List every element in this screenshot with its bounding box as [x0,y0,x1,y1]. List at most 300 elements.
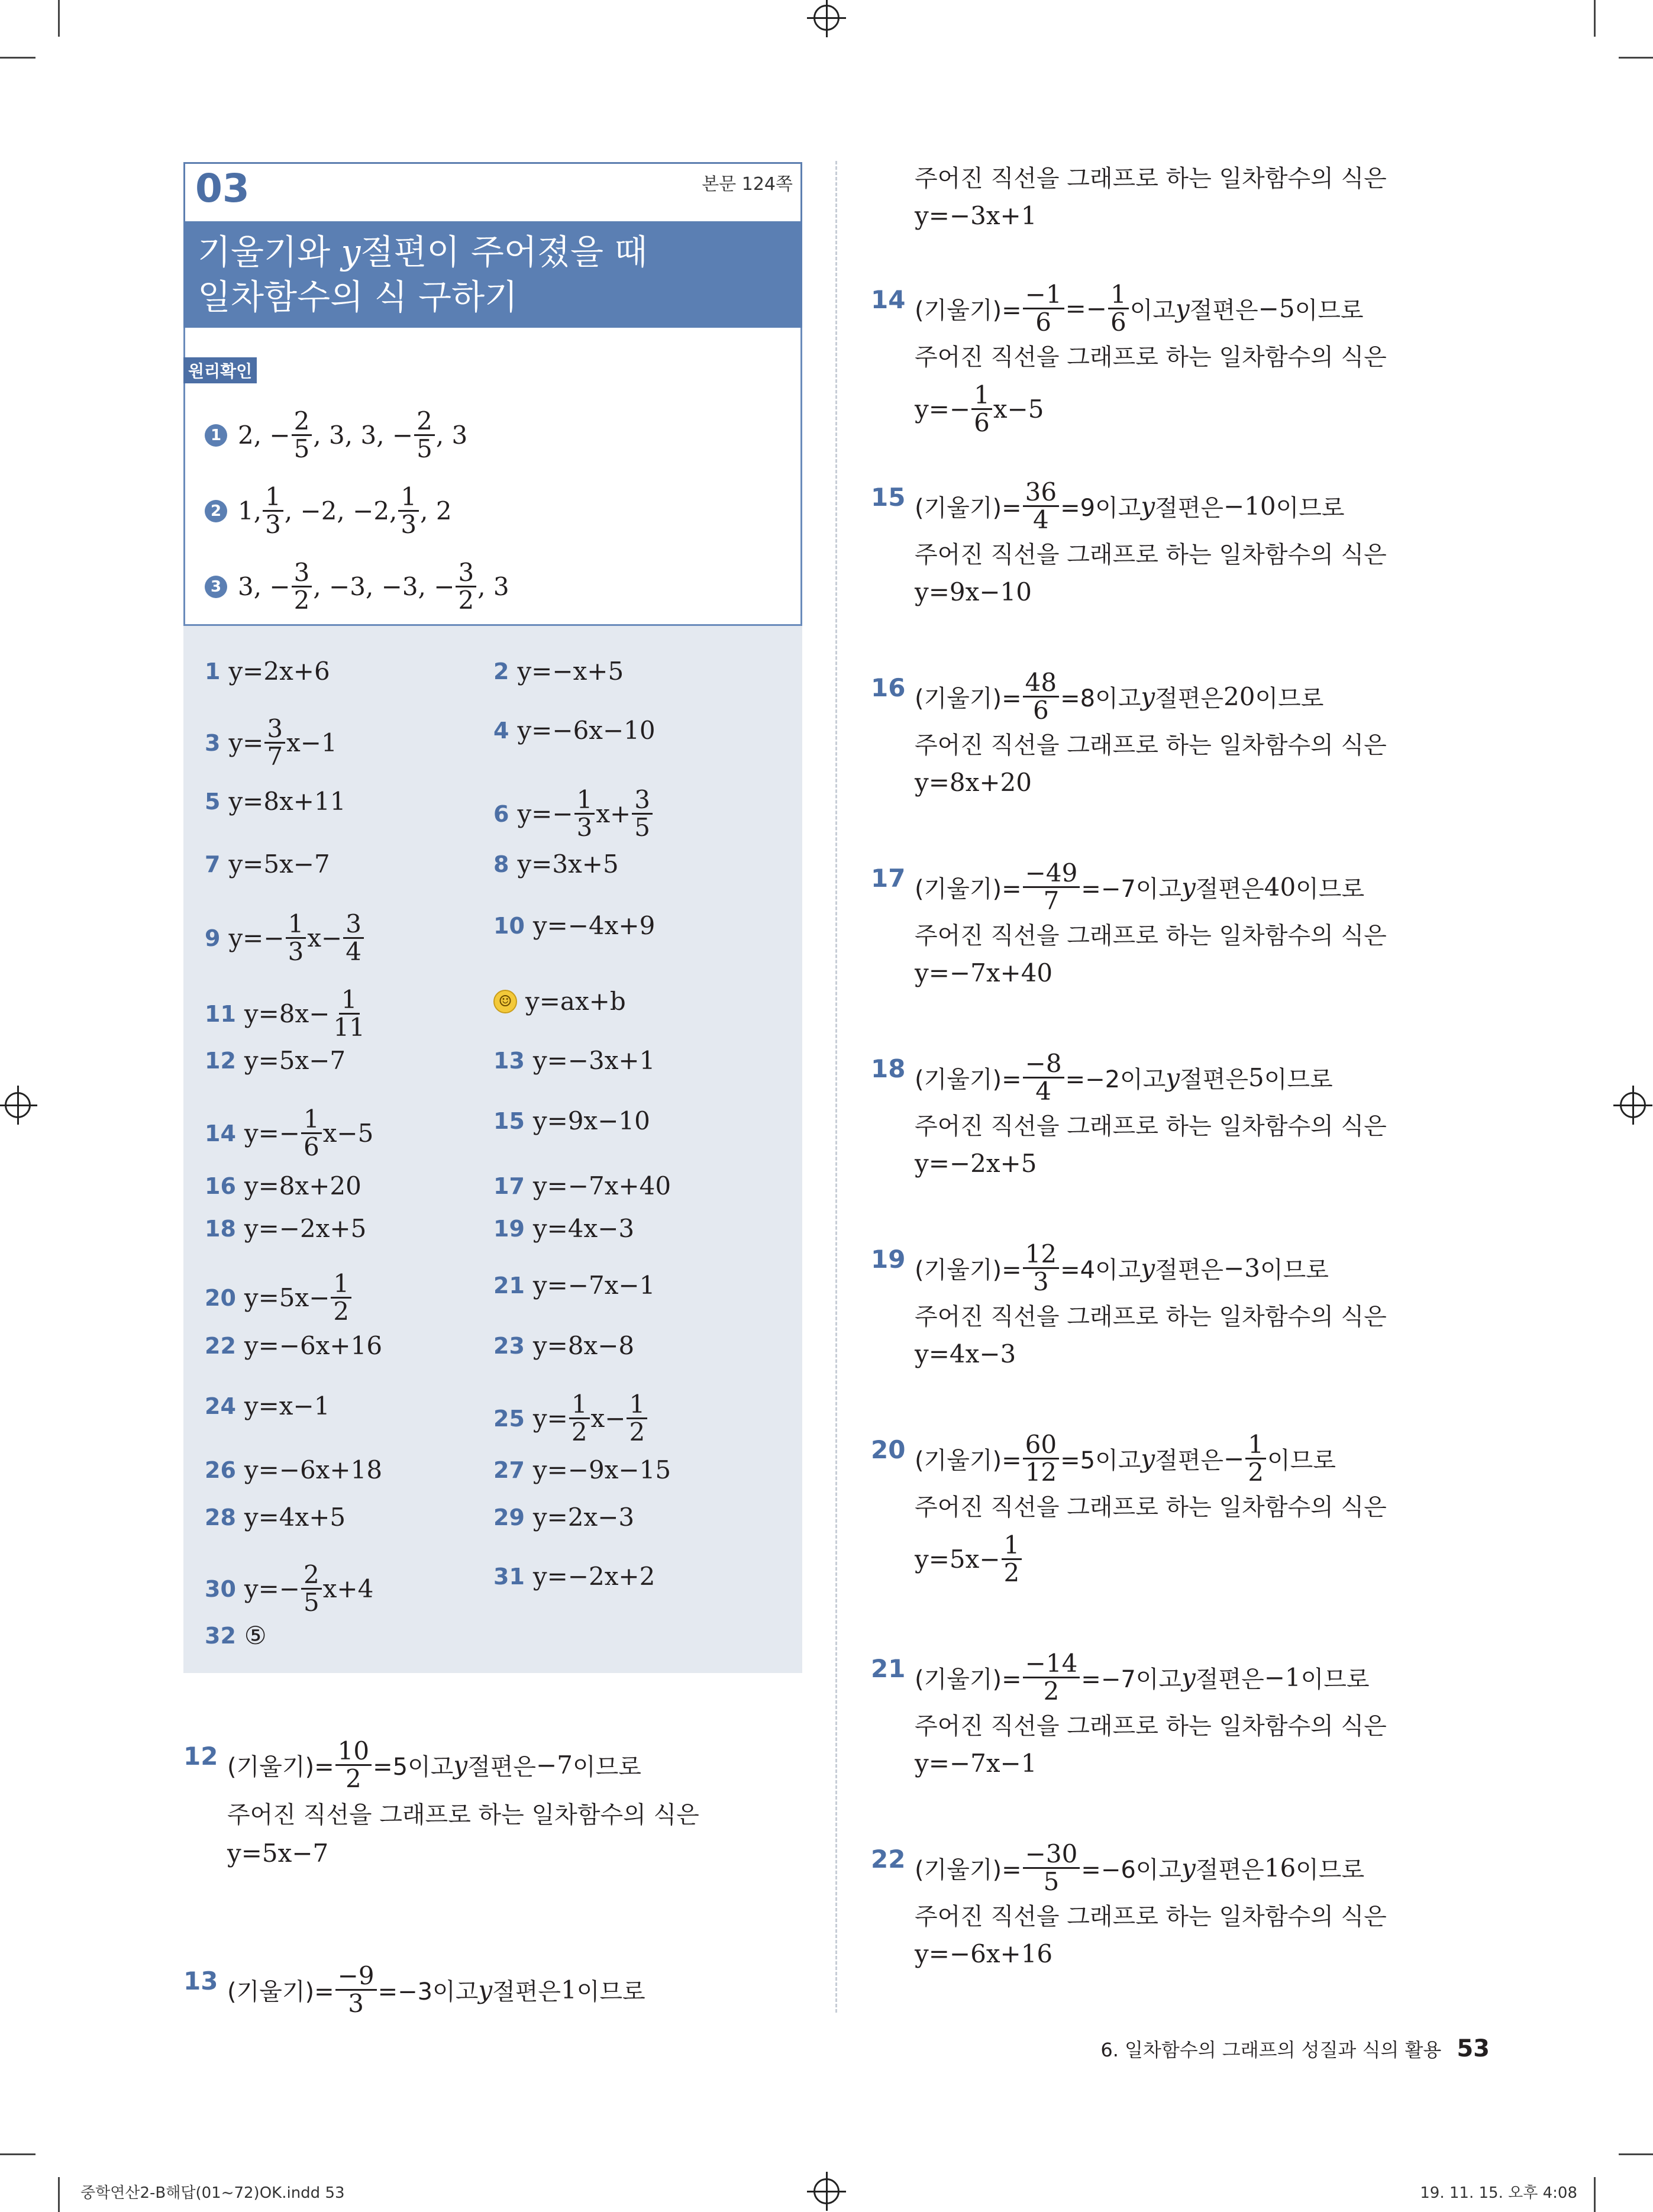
numerator: 12 [1023,1241,1059,1269]
fraction [292,560,312,613]
math-text: , −3, −3, − [313,572,455,602]
answer-number: 12 [205,1047,236,1074]
math-text: =−2이고 [1065,1066,1166,1094]
answer-expression: y=− [517,799,573,829]
fraction [263,484,283,538]
answer-expression: y=x−1 [244,1391,330,1420]
solution-result [915,382,1044,436]
math-text: , −2, −2, [284,496,398,526]
solution-description: 주어진 직선을 그래프로 하는 일차함수의 식은 [915,1494,1387,1521]
intercept-value: 20 [1223,682,1255,712]
crop-mark [1594,0,1596,37]
solution-number: 21 [871,1654,906,1683]
print-slug-date: 19. 11. 15. 오후 4:08 [1420,2184,1577,2202]
answer-item [493,1391,648,1445]
answer-expression: y=ax+b [525,987,626,1016]
numerator: 48 [1023,670,1059,697]
denominator: 5 [1043,1867,1060,1897]
denominator: 3 [576,813,593,842]
answer-item [493,716,656,745]
fraction [1023,1841,1080,1895]
math-text: , 3, 3, − [313,421,414,450]
math-text: =5이고 [373,1754,454,1781]
numerator: −14 [1023,1651,1080,1678]
denominator: 5 [293,434,310,464]
math-text: 1, [238,496,262,526]
solution-description: 주어진 직선을 그래프로 하는 일차함수의 식은 [915,1713,1387,1740]
numerator: 1 [263,484,283,512]
solution-slope-line [915,1051,1333,1105]
solution-result [227,1839,328,1868]
answer-number: 6 [493,800,509,827]
intercept-value: 1 [561,1975,577,2005]
registration-mark-icon [5,1092,31,1118]
answer-expression: x− [590,1404,626,1433]
fraction [331,1271,351,1325]
result-expression: y=5x−7 [227,1839,329,1868]
answer-item [205,1562,373,1616]
numerator: 3 [632,787,653,815]
solution-result [915,1339,1016,1368]
answer-item [493,1046,655,1075]
intercept-label: 절편은 [1195,1856,1264,1884]
solution-slope-line [915,670,1323,724]
denominator: 7 [1043,886,1060,916]
answer-expression: y=−2x+2 [532,1562,656,1591]
answer-item [493,787,654,841]
solution-number: 20 [871,1435,906,1464]
fraction [1023,282,1064,335]
crop-mark [0,2153,35,2155]
answer-number: 26 [205,1457,236,1483]
solution-description: 주어진 직선을 그래프로 하는 일차함수의 식은 [915,1113,1387,1140]
suffix: 이므로 [576,1978,645,2006]
slope-label: (기울기)= [915,1066,1022,1094]
math-text: =− [1065,294,1107,324]
numerator: −49 [1023,860,1080,888]
solution-slope-line [227,1963,645,2017]
answer-expression: y=8x− [244,999,330,1029]
solution-number: 17 [871,864,906,893]
math-text: , 3 [477,572,509,602]
answer-expression: y=5x− [244,1283,330,1313]
fraction [1023,860,1080,914]
answer-number: 27 [493,1457,525,1483]
intercept-label: 절편은 [1155,1257,1224,1284]
suffix: 이므로 [1300,1666,1370,1694]
math-text: 2, − [238,421,290,450]
answer-number: 9 [205,925,221,951]
fraction [1023,1432,1059,1486]
answer-item [205,1046,346,1075]
answer-expression: y=3x+5 [517,850,619,879]
fraction [301,1106,322,1160]
math-text: =−7이고 [1081,876,1182,903]
intercept-label: 절편은 [492,1978,561,2006]
y-variable: y [1166,1063,1180,1093]
solution-slope-line [915,860,1364,914]
y-variable: y [1181,1663,1196,1693]
math-text: =4이고 [1060,1257,1141,1284]
answer-number: 18 [205,1215,236,1242]
intercept-label: 절편은 [1155,685,1224,713]
answer-number: 2 [493,658,509,684]
solution-slope-line [915,282,1363,335]
intercept-value: 16 [1264,1853,1296,1883]
denominator: 5 [304,1588,319,1617]
denominator: 2 [293,586,310,615]
numerator: 3 [456,560,476,587]
answer-item [205,1391,330,1420]
result-expression: y=4x−3 [915,1339,1016,1368]
numerator: 1 [574,787,595,815]
math-text: 3, − [238,572,290,602]
solution-description: 주어진 직선을 그래프로 하는 일차함수의 식은 [915,922,1387,950]
slope-label: (기울기)= [915,876,1022,903]
solution-description: 주어진 직선을 그래프로 하는 일차함수의 식은 [915,165,1387,192]
solution-number: 18 [871,1054,906,1083]
numerator: 1 [398,484,419,512]
answer-expression: y=4x−3 [532,1214,635,1243]
fraction [292,408,312,462]
solution-result [915,768,1032,797]
y-variable: y [1141,1254,1155,1283]
math-text: 이고 [1129,297,1176,325]
solution-number: 19 [871,1245,906,1274]
answer-item [205,911,365,965]
denominator: 11 [333,1013,365,1042]
answer-number: 3 [205,729,221,756]
math-text: − [1223,1444,1245,1474]
solution-description: 주어진 직선을 그래프로 하는 일차함수의 식은 [227,1801,699,1829]
chapter-title: 6. 일차함수의 그래프의 성질과 식의 활용 [1100,2039,1442,2061]
math-text: =5이고 [1060,1447,1141,1475]
answer-expression: y= [228,728,264,758]
numerator: −8 [1023,1051,1064,1078]
fraction [286,911,306,965]
intercept-label: 절편은 [1195,1666,1264,1694]
denominator: 3 [288,937,304,967]
math-text: , 2 [420,496,452,526]
answer-expression: y=−x+5 [517,657,624,686]
answer-item [493,850,619,879]
principle-item [205,560,509,613]
title-variable: y [341,232,361,272]
denominator: 3 [401,510,417,540]
title-part: 절편이 주어졌을 때 [360,232,648,272]
fraction [331,987,367,1041]
fraction [569,1391,590,1445]
intercept-label: 절편은 [1189,297,1258,325]
answer-expression: y=−3x+1 [532,1046,656,1075]
title-line-2: 일차함수의 식 구하기 [198,277,518,317]
fraction [1023,1051,1064,1105]
answer-number: 24 [205,1393,236,1419]
answer-item [493,1331,634,1360]
print-slug-file: 중학연산2-B해답(01~72)OK.indd 53 [80,2184,345,2202]
solution-result [915,577,1032,606]
column-divider [835,161,837,2013]
fraction [1023,479,1059,533]
answer-item [493,1106,650,1135]
numerator: 2 [301,1562,322,1590]
answer-expression: y=− [244,1574,301,1604]
answer-expression: y=−4x+9 [532,911,656,940]
fraction [1002,1532,1022,1586]
fraction [1023,1651,1080,1704]
solution-slope-line [915,1841,1364,1895]
answer-number: 20 [205,1284,236,1311]
answer-item [205,1621,267,1650]
denominator: 6 [304,1132,319,1162]
fraction [398,484,419,538]
intercept-value: −1 [1264,1663,1301,1693]
slope-label: (기울기)= [227,1754,334,1781]
answer-number: 29 [493,1504,525,1530]
answer-expression: y=2x+6 [228,657,330,686]
numerator: 1 [1108,282,1129,309]
numerator: 1 [339,987,360,1015]
answer-expression: x+4 [322,1574,374,1604]
suffix: 이므로 [1264,1066,1333,1094]
suffix: 이므로 [1296,876,1365,903]
result-expression: y=−7x−1 [915,1749,1037,1778]
intercept-value: −5 [1258,294,1295,324]
numerator: 1 [331,1271,351,1299]
registration-mark-icon [1620,1092,1646,1118]
denominator: 2 [458,586,474,615]
answer-number: 10 [493,912,525,939]
solution-slope-line [915,1241,1329,1295]
intercept-value: 40 [1264,873,1296,902]
number-bullet-icon: 3 [205,576,227,598]
fraction [343,911,364,965]
solution-slope-line [227,1738,641,1792]
numerator: −30 [1023,1841,1080,1869]
fraction [627,1391,647,1445]
answer-expression: y=−6x−10 [517,716,656,745]
result-expression: x−5 [993,395,1044,424]
answer-number: 28 [205,1504,236,1530]
solution-result [915,1939,1053,1968]
answer-number: 30 [205,1575,236,1602]
smiley-icon: ☺ [493,990,517,1013]
answer-expression: y=4x+5 [244,1503,346,1532]
solution-number: 15 [871,483,906,512]
numerator: 60 [1023,1432,1059,1459]
suffix: 이므로 [1260,1257,1329,1284]
denominator: 2 [346,1764,361,1794]
slope-label: (기울기)= [915,685,1022,713]
title-part: 기울기와 [198,232,341,272]
numerator: −9 [335,1963,377,1991]
suffix: 이므로 [1276,495,1345,522]
suffix: 이므로 [1267,1447,1336,1475]
denominator: 7 [267,742,283,771]
math-text: =−7이고 [1081,1666,1182,1694]
suffix: 이므로 [572,1754,641,1781]
answer-item [205,1214,366,1243]
answer-number: 13 [493,1047,525,1074]
solution-result [915,1149,1037,1178]
answer-item [205,850,330,879]
answer-item [493,657,624,686]
page-footer [1100,2035,1490,2062]
result-expression: y=−7x+40 [915,958,1053,987]
answer-expression: y=8x−8 [532,1331,635,1360]
solution-result [915,201,1037,230]
numerator: 10 [335,1738,372,1766]
numerator: 1 [286,911,306,939]
solution-description: 주어진 직선을 그래프로 하는 일차함수의 식은 [915,732,1387,759]
slope-label: (기울기)= [915,1666,1022,1694]
fraction [456,560,476,613]
crop-mark [0,57,35,59]
answer-item [493,1271,655,1300]
numerator: 36 [1023,479,1059,507]
solution-slope-line [915,1651,1370,1704]
intercept-value: 5 [1248,1063,1264,1093]
answer-item [493,1171,671,1200]
result-expression: y=8x+20 [915,768,1032,797]
answer-expression: x−5 [322,1119,374,1148]
section-title [183,221,802,328]
answer-number: 11 [205,1000,236,1027]
answer-expression: y=−9x−15 [532,1455,671,1484]
slope-label: (기울기)= [915,495,1022,522]
fraction [264,716,285,770]
intercept-value: −7 [536,1751,573,1780]
denominator: 3 [348,1989,364,2019]
slope-label: (기울기)= [915,1447,1022,1475]
denominator: 4 [346,937,361,967]
solution-result [915,1749,1037,1778]
answer-number: 25 [493,1405,525,1432]
fraction [335,1738,372,1792]
intercept-value: −10 [1223,492,1276,521]
denominator: 2 [333,1297,350,1326]
fraction [414,408,435,462]
registration-mark-icon [813,5,840,31]
numerator: 2 [414,408,435,436]
answer-number: 21 [493,1272,525,1299]
answer-expression: y=−6x+16 [244,1331,383,1360]
denominator: 3 [265,510,281,540]
denominator: 6 [1035,308,1051,337]
math-text: =−3이고 [377,1978,479,2006]
crop-mark [1594,2177,1596,2212]
principle-item [205,484,452,538]
answer-expression: y=5x−7 [244,1046,346,1075]
result-expression: y=−2x+5 [915,1149,1037,1178]
y-variable: y [1181,1853,1196,1883]
denominator: 2 [1003,1558,1020,1588]
answer-item [205,787,346,816]
answer-number: 16 [205,1173,236,1199]
suffix: 이므로 [1255,685,1324,713]
section-number: 03 [195,166,250,211]
numerator: 3 [292,560,312,587]
answer-expression: y= [532,1404,568,1433]
crop-mark [1619,57,1653,59]
slope-label: (기울기)= [227,1978,334,2006]
answer-number: 32 [205,1622,236,1649]
answer-number: 4 [493,717,509,744]
numerator: 3 [264,716,285,744]
answer-number: 22 [205,1332,236,1359]
answer-expression: y=9x−10 [532,1106,650,1135]
intercept-label: 절편은 [1155,1447,1224,1475]
slope-label: (기울기)= [915,1257,1022,1284]
denominator: 12 [1025,1458,1057,1487]
intercept-value: −3 [1223,1254,1260,1283]
denominator: 6 [1033,696,1049,725]
y-variable: y [1141,682,1155,712]
answer-expression: y=− [228,923,285,953]
answer-item [493,987,626,1016]
y-variable: y [453,1751,468,1780]
numerator: 1 [627,1391,647,1419]
math-text: , 3 [435,421,468,450]
section-reference: 본문 124쪽 [702,174,793,195]
crop-mark [58,0,60,37]
answer-item [205,657,330,686]
answer-number: 7 [205,851,221,877]
crop-mark [58,2177,60,2212]
answer-expression: y=−7x−1 [532,1271,656,1300]
answer-expression: x+ [596,799,631,829]
numerator: 1 [569,1391,590,1419]
denominator: 6 [1110,308,1126,337]
answer-expression: y=−6x+18 [244,1455,383,1484]
answer-number: 8 [493,851,509,877]
crop-mark [1619,2153,1653,2155]
answer-item [493,1562,655,1591]
answer-item [493,1455,671,1484]
denominator: 2 [571,1417,587,1447]
solution-description: 주어진 직선을 그래프로 하는 일차함수의 식은 [915,1303,1387,1331]
answer-item [493,1214,634,1243]
numerator: 3 [343,911,364,939]
denominator: 6 [974,408,990,438]
y-variable: y [1141,492,1155,521]
fraction [1245,1432,1266,1486]
numerator: 1 [1002,1532,1022,1560]
intercept-label: 절편은 [1155,495,1224,522]
denominator: 5 [417,434,432,464]
denominator: 2 [1248,1458,1264,1487]
answer-item [205,1271,353,1325]
answer-number: 1 [205,658,221,684]
suffix: 이므로 [1296,1856,1365,1884]
answer-expression: y=5x−7 [228,850,330,879]
answer-item [205,1503,346,1532]
principle-item [205,408,467,462]
number-bullet-icon: 2 [205,500,227,522]
answer-expression: y=− [244,1119,301,1148]
math-text: =8이고 [1060,685,1141,713]
solution-number: 14 [871,285,906,314]
numerator: 1 [301,1106,322,1134]
solution-number: 22 [871,1845,906,1874]
fraction [1108,282,1129,335]
answer-item [205,716,337,770]
slope-label: (기울기)= [915,1856,1022,1884]
fraction [574,787,595,841]
answer-number: 5 [205,788,221,815]
result-expression: y=− [915,395,971,424]
y-variable: y [1141,1444,1155,1474]
